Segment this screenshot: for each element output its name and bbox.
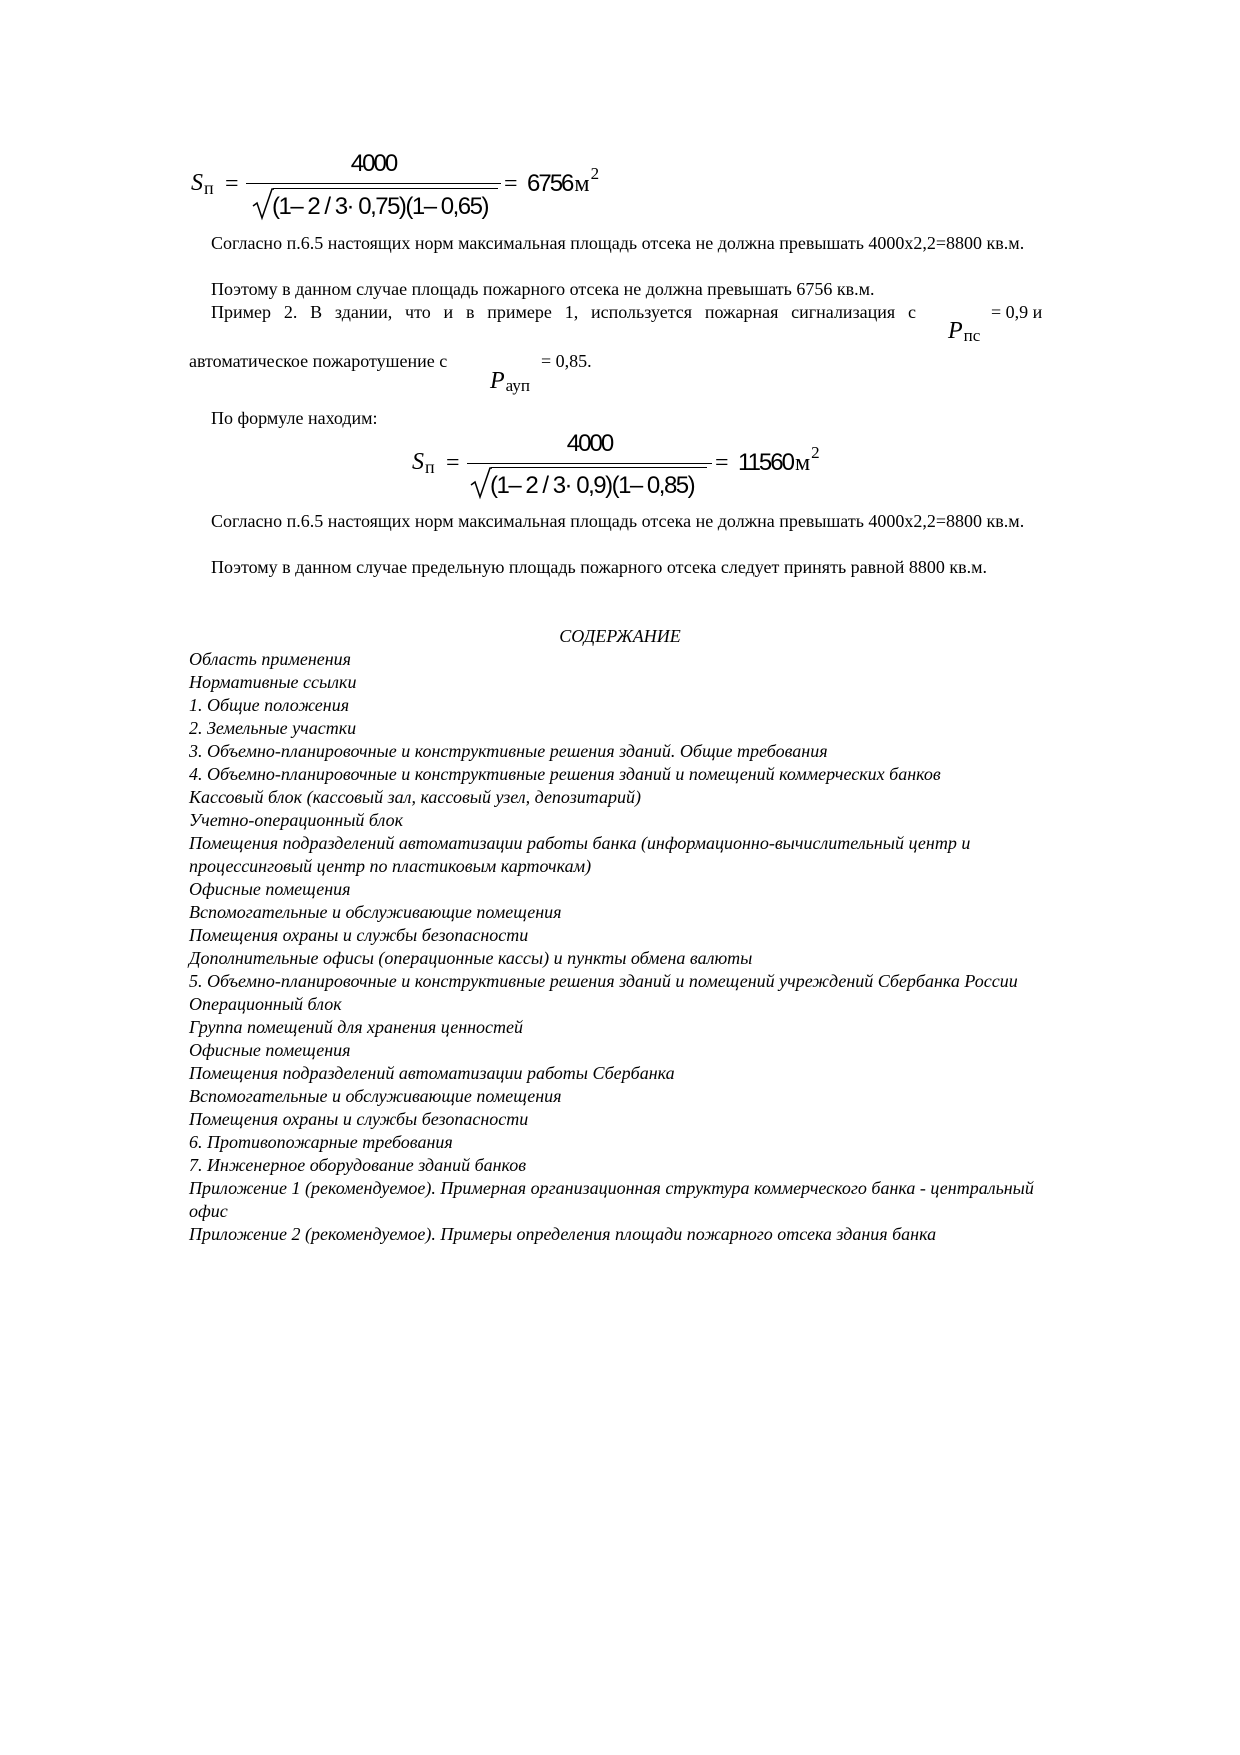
formula-2-lhs-sub: п xyxy=(425,457,435,477)
toc-item: Нормативные ссылки xyxy=(189,672,357,692)
variable-p-ps xyxy=(948,318,980,345)
formula-1-numerator: 4000 xyxy=(350,150,397,177)
formula-2-numerator: 4000 xyxy=(566,430,613,457)
paragraph-3-value: = 0,9 и xyxy=(991,302,1043,322)
formula-2-result-value: 11560 xyxy=(738,449,793,476)
toc-item: 1. Общие положения xyxy=(189,695,350,715)
formula-1-result-exp: 2 xyxy=(590,164,600,183)
toc-item: Кассовый блок (кассовый зал, кассовый узел, депозитарий) xyxy=(189,787,641,807)
variable-p-ps-sub: пс xyxy=(963,326,981,345)
formula-2-denominator: (1– 2 / 3· 0,9)(1– 0,85) xyxy=(490,472,695,499)
toc-item: Дополнительные офисы (операционные кассы) и пункты обмена валюты xyxy=(189,948,753,968)
toc-item: Операционный блок xyxy=(189,994,342,1014)
variable-p-aup-letter: P xyxy=(490,368,505,394)
formula-1-result-unit: м xyxy=(574,171,590,197)
paragraph-1: Согласно п.6.5 настоящих норм максимальная площадь отсека не должна превышать 4000х2,2=8800 кв.м. xyxy=(211,233,1025,253)
toc-item: 2. Земельные участки xyxy=(189,718,357,738)
toc-item: Приложение 1 (рекомендуемое). Примерная организационная структура коммерческого банка - центральный офис xyxy=(189,1178,1034,1221)
toc-item: Вспомогательные и обслуживающие помещения xyxy=(189,902,562,922)
formula-1-radical-bar xyxy=(273,188,498,189)
formula-1-equals: = xyxy=(225,171,239,197)
paragraph-6: Согласно п.6.5 настоящих норм максимальная площадь отсека не должна превышать 4000х2,2=8800 кв.м. xyxy=(211,511,1025,531)
paragraph-4-value: = 0,85. xyxy=(541,351,592,371)
toc-item: Офисные помещения xyxy=(189,1040,351,1060)
formula-2-lhs xyxy=(412,449,435,476)
formula-1-result-value: 6756 xyxy=(527,170,573,197)
paragraph-7: Поэтому в данном случае предельную площадь пожарного отсека следует принять равной 8800 кв.м. xyxy=(211,557,988,577)
toc-item: Помещения подразделений автоматизации работы банка (информационно-вычислительный центр и процессинговый центр по пластиковым карточкам) xyxy=(189,833,971,876)
formula-2-fraction-bar xyxy=(467,463,712,464)
toc-item: Приложение 2 (рекомендуемое). Примеры определения площади пожарного отсека здания банка xyxy=(189,1224,937,1244)
formula-2-radical-sign xyxy=(470,467,492,501)
toc-item: Группа помещений для хранения ценностей xyxy=(189,1017,524,1037)
toc-item: 6. Противопожарные требования xyxy=(189,1132,453,1152)
toc-item: 4. Объемно-планировочные и конструктивные решения зданий и помещений коммерческих банков xyxy=(189,764,941,784)
formula-1-fraction-bar xyxy=(246,183,501,184)
variable-p-aup xyxy=(490,368,530,395)
toc-item: Область применения xyxy=(189,649,352,669)
formula-1-lhs-sub: п xyxy=(204,178,214,198)
formula-1-result xyxy=(527,164,600,198)
formula-1-lhs xyxy=(191,170,214,197)
formula-2-equals: = xyxy=(446,450,460,476)
variable-p-ps-letter: P xyxy=(948,318,963,344)
toc-item: Учетно-операционный блок xyxy=(189,810,404,830)
toc-item: 3. Объемно-планировочные и конструктивные решения зданий. Общие требования xyxy=(189,741,828,761)
paragraph-3-text: Пример 2. В здании, что и в примере 1, используется пожарная сигнализация с xyxy=(211,302,916,322)
formula-2-result-equals: = xyxy=(715,450,729,476)
paragraph-2: Поэтому в данном случае площадь пожарного отсека не должна превышать 6756 кв.м. xyxy=(211,279,875,299)
toc-item: Помещения охраны и службы безопасности xyxy=(189,925,529,945)
toc-item: Офисные помещения xyxy=(189,879,351,899)
toc-item: Помещения подразделений автоматизации работы Сбербанка xyxy=(189,1063,675,1083)
formula-2-lhs-var: S xyxy=(412,449,424,475)
formula-2-result-unit: м xyxy=(794,450,811,476)
paragraph-4-text: автоматическое пожаротушение с xyxy=(189,351,448,371)
formula-1-radical-sign xyxy=(252,188,274,222)
toc-item: Помещения охраны и службы безопасности xyxy=(189,1109,529,1129)
formula-1-lhs-var: S xyxy=(191,170,203,196)
toc-list xyxy=(189,648,1069,1246)
toc-item: 5. Объемно-планировочные и конструктивные решения зданий и помещений учреждений Сбербанка России xyxy=(189,971,1018,991)
formula-2-radical-bar xyxy=(491,467,707,468)
toc-item: Вспомогательные и обслуживающие помещения xyxy=(189,1086,562,1106)
formula-2-result xyxy=(738,443,820,477)
formula-1-denominator: (1– 2 / 3· 0,75)(1– 0,65) xyxy=(272,193,488,220)
formula-2-result-exp: 2 xyxy=(811,443,820,462)
paragraph-5: По формуле находим: xyxy=(211,408,378,428)
formula-1-result-equals: = xyxy=(504,171,518,197)
variable-p-aup-sub: ауп xyxy=(505,376,530,395)
toc-item: 7. Инженерное оборудование зданий банков xyxy=(189,1155,527,1175)
toc-title: СОДЕРЖАНИЕ xyxy=(559,626,681,646)
